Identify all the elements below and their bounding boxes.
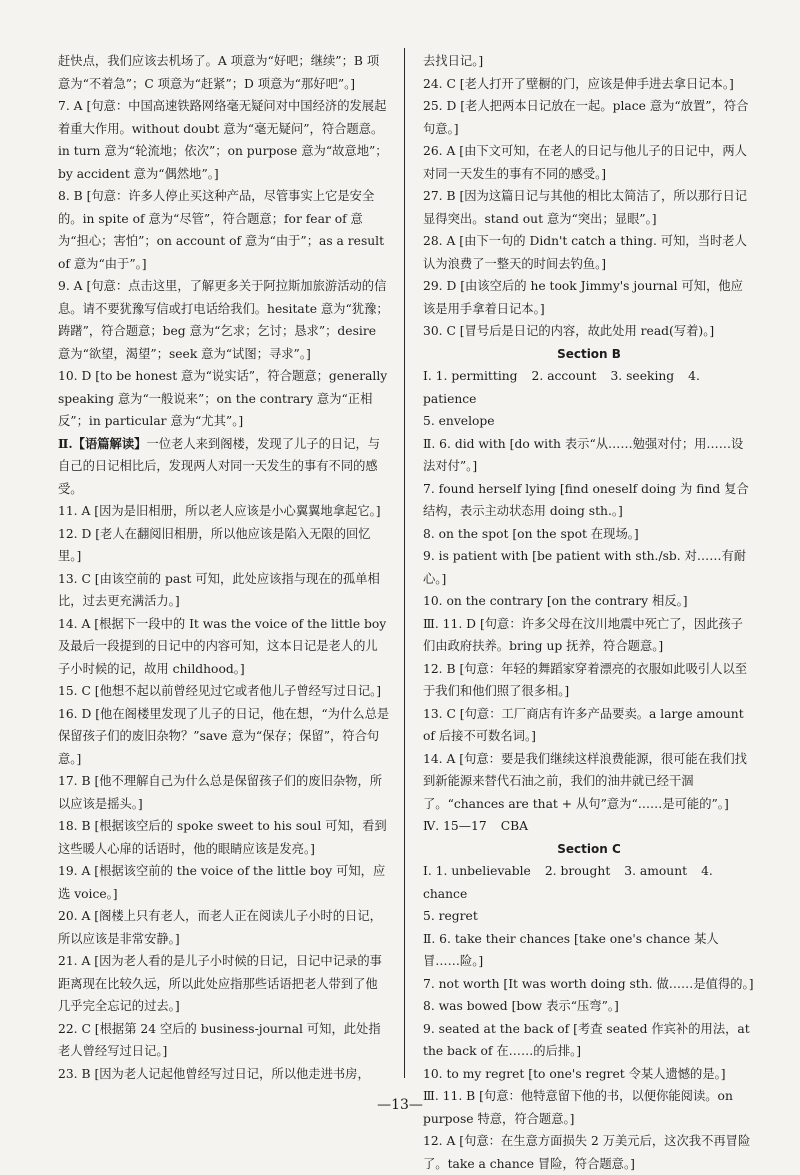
- column-divider: [404, 48, 406, 1078]
- answer-entry: [58, 1018, 390, 1063]
- answer-item: Ⅰ. 1. permitting: [423, 369, 518, 383]
- answer-row: [423, 365, 755, 410]
- explanation-text: [句意：许多人停止买这种产品，尽管事实上它是安全的。in spite of 意为“尽管”，符合题意；for fear of 意为“担心；害怕”；on account of 意为“由于”；as a result of 意为“由于”。]: [58, 189, 385, 271]
- explanation-text: [根据下一段中的 It was the voice of the little boy 及最后一段提到的日记中的内容可知，这本日记是老人的儿子小时候的记，故用 childhood。]: [58, 616, 387, 676]
- explanation-text: [冒号后是日记的内容，故此处用 read(写着)。]: [459, 324, 715, 338]
- answer-entry: [423, 1130, 755, 1175]
- explanation-text: [句意：要是我们继续这样浪费能源，很可能在我们找到新能源来替代石油之前，我们的油井就已经干涸了。“chances are that + 从句”意为“……是可能的”。]: [423, 751, 747, 811]
- question-number: 8. B: [58, 189, 83, 203]
- question-number: 7. not worth: [423, 976, 500, 991]
- explanation-text: [句意：在生意方面损失 2 万美元后，这次我不再冒险了。take a chance 冒险，符合题意。]: [423, 1134, 751, 1171]
- answer-entry: [423, 230, 755, 275]
- answer-entry: [423, 433, 755, 478]
- question-number: 30. C: [423, 324, 456, 338]
- answer-item: 2. brought: [544, 864, 611, 878]
- answer-entry: [423, 478, 755, 523]
- explanation-text: [bow 表示“压弯”。]: [511, 999, 619, 1013]
- section-heading: Section C: [557, 841, 621, 856]
- explanation-text: [It was worth doing sth. 做……是值得的。]: [503, 976, 754, 991]
- explanation-text: [find oneself doing 为 find 复合结构，表示主动状态用 doing sth.。]: [423, 481, 749, 518]
- explanation-text: [to one's regret 令某人遗憾的是。]: [528, 1066, 726, 1081]
- explanation-text: [他想不起以前曾经见过它或者他儿子曾经写过日记。]: [94, 684, 382, 698]
- explanation-text: [to be honest 意为“说实话”，符合题意；generally speaking 意为“一般说来”；on the contrary 意为“正相反”；in particular 意为“尤其”。]: [58, 369, 388, 428]
- question-number: 11. A: [58, 504, 91, 518]
- explanation-text: [由下文可知，在老人的日记与他儿子的日记中，两人对同一天发生的事有不同的感受。]: [423, 144, 747, 181]
- question-number: 13. C: [58, 571, 91, 586]
- answer-entry: [58, 905, 390, 950]
- explanation-text: [take one's chance 某人冒……险。]: [423, 931, 719, 968]
- question-number: 23. B: [58, 1066, 91, 1081]
- answer-row: [423, 410, 755, 433]
- question-number: 26. A: [423, 144, 456, 158]
- question-number: 19. A: [58, 864, 91, 878]
- question-number: 20. A: [58, 909, 91, 923]
- explanation-text: [句意：点击这里，了解更多关于阿拉斯加旅游活动的信息。请不要犹豫写信或打电话给我们。hesitate 意为“犹豫；踌躇”，符合题意；beg 意为“乞求；乞讨；恳求”；desire 意为“欲望，渴望”；seek 意为“试图；寻求”。]: [58, 279, 389, 361]
- answer-entry: [58, 523, 390, 568]
- answer-row: [423, 860, 755, 905]
- question-number: 21. A: [58, 954, 91, 968]
- explanation-text: [句意：他特意留下他的书，以便你能阅读。on purpose 特意，符合题意。]: [423, 1089, 733, 1126]
- left-column: [58, 50, 390, 1085]
- answer-entry: [423, 140, 755, 185]
- question-number: 7. A: [58, 99, 83, 113]
- question-number: 13. C: [423, 706, 456, 721]
- answer-entry: [58, 500, 390, 523]
- question-number: 22. C: [58, 1021, 91, 1036]
- passage-summary: [58, 433, 390, 501]
- question-number: 14. A: [58, 616, 91, 631]
- answer-entry: [423, 1018, 755, 1063]
- answer-entry: [58, 950, 390, 1018]
- answer-entry: [423, 185, 755, 230]
- answer-entry: [423, 523, 755, 546]
- explanation-text: [老人把两本日记放在一起。place 意为“放置”，符合句意。]: [423, 99, 749, 136]
- question-number: 14. A: [423, 751, 456, 766]
- answer-entry: [58, 680, 390, 703]
- answer-entry: [58, 860, 390, 905]
- explanation-text: [老人在翻阅旧相册，所以他应该是陷入无限的回忆里。]: [58, 526, 371, 563]
- explanation-text: [do with 表示“从……勉强对付；用……设法对付”。]: [423, 436, 744, 473]
- explanation-text: [由下一句的 Didn't catch a thing. 可知，当时老人认为浪费了一整天的时间去钓鱼。]: [423, 234, 747, 271]
- answer-row: [423, 815, 755, 838]
- explanation-text: 去找日记。]: [423, 54, 484, 68]
- explanation-text: [由该空前的 past 可知，此处应该指与现在的孤单相比，过去更充满活力。]: [58, 571, 380, 608]
- question-number: 12. A: [423, 1134, 456, 1148]
- answer-entry: [58, 613, 390, 681]
- answer-item: CBA: [500, 819, 529, 833]
- answer-entry: [423, 320, 755, 343]
- answer-item: 3. seeking: [610, 369, 675, 383]
- explanation-text: [阁楼上只有老人，而老人正在阅读儿子小时的日记，所以应该是非常安静。]: [58, 909, 382, 946]
- explanation-text: [因为老人记起他曾经写过日记，所以他走进书房，: [94, 1066, 370, 1081]
- section-heading: Section B: [557, 346, 621, 361]
- answer-entry: [423, 95, 755, 140]
- explanation-text: [他不理解自己为什么总是保留孩子们的废旧杂物，所以应该是摇头。]: [58, 774, 383, 811]
- answer-entry: [423, 590, 755, 613]
- question-number: Ⅱ. 6. did with: [423, 436, 506, 451]
- answer-item: 5. envelope: [423, 414, 495, 428]
- answer-entry: [58, 185, 390, 275]
- answer-item: 3. amount: [624, 864, 688, 878]
- explanation-text: [on the spot 在现场。]: [512, 526, 639, 541]
- question-number: 8. was bowed: [423, 999, 508, 1013]
- answer-entry: [423, 748, 755, 816]
- explanation-text: [on the contrary 相反。]: [546, 594, 688, 608]
- question-number: Ⅱ.【语篇解读】: [58, 435, 147, 451]
- explanation-text: [句意：许多父母在汶川地震中死亡了，因此孩子们由政府扶养。bring up 抚养，符合题意。]: [423, 616, 743, 653]
- answer-entry: [423, 973, 755, 996]
- explanation-text: [因为这篇日记与其他的相比太简洁了，所以那行日记显得突出。stand out 意为“突出；显眼”。]: [423, 189, 748, 226]
- answer-entry: [58, 275, 390, 365]
- question-number: 10. D: [58, 369, 92, 383]
- answer-entry: [58, 815, 390, 860]
- question-number: 9. A: [58, 279, 83, 293]
- answer-entry: [423, 995, 755, 1018]
- question-number: 18. B: [58, 819, 91, 833]
- explanation-text: [他在阁楼里发现了儿子的日记，他在想，“为什么总是保留孩子们的废旧杂物？”save 意为“保存；保留”，符合句意。]: [58, 706, 390, 766]
- explanation-text: [考查 seated 作宾补的用法，at the back of 在……的后排。]: [423, 1021, 750, 1058]
- answer-entry: [423, 50, 755, 73]
- question-number: 17. B: [58, 774, 91, 788]
- question-number: 28. A: [423, 234, 456, 248]
- answer-item: 4. chance: [423, 864, 713, 901]
- answer-entry: [58, 365, 390, 433]
- explanation-text: [根据该空后的 spoke sweet to his soul 可知，看到这些暖人心扉的话语时，他的眼睛应该是发亮。]: [58, 819, 387, 856]
- answer-entry: [58, 1063, 390, 1086]
- answer-item: 5. regret: [423, 909, 478, 923]
- question-number: 12. D: [58, 526, 92, 541]
- answer-entry: [423, 73, 755, 96]
- page-number: —13—: [377, 1097, 423, 1113]
- explanation-text: 赶快点，我们应该去机场了。A 项意为“好吧；继续”；B 项意为“不着急”；C 项意为“赶紧”；D 项意为“那好吧”。]: [58, 54, 380, 91]
- right-column: [423, 50, 755, 1175]
- question-number: 10. to my regret: [423, 1066, 525, 1081]
- answer-entry: [423, 1063, 755, 1086]
- question-number: 12. B: [423, 661, 456, 676]
- explanation-text: [根据该空前的 the voice of the little boy 可知，应选 voice。]: [58, 864, 386, 901]
- answer-entry: [423, 703, 755, 748]
- answer-entry: [423, 658, 755, 703]
- answer-entry: [423, 928, 755, 973]
- question-number: 10. on the contrary: [423, 594, 543, 608]
- explanation-text: [因为老人看的是儿子小时候的日记，日记中记录的事距离现在比较久远，所以此处应指那些话语把老人带到了他几乎完全忘记的过去。]: [58, 954, 382, 1013]
- explanation-text: [因为是旧相册，所以老人应该是小心翼翼地拿起它。]: [94, 504, 381, 518]
- answer-entry: [423, 545, 755, 590]
- answer-entry: [58, 95, 390, 185]
- question-number: 9. seated at the back of: [423, 1021, 570, 1036]
- question-number: 7. found herself lying: [423, 481, 556, 496]
- explanation-text: [由该空后的 he took Jimmy's journal 可知，他应该是用手拿着日记本。]: [423, 279, 743, 316]
- question-number: 8. on the spot: [423, 526, 509, 541]
- question-number: 15. C: [58, 684, 91, 698]
- explanation-text: [be patient with sth./sb. 对……有耐心。]: [423, 549, 747, 586]
- question-number: 27. B: [423, 189, 456, 203]
- explanation-text: [句意：工厂商店有许多产品要卖。a large amount of 后接不可数名词。]: [423, 706, 744, 743]
- explanation-text: 一位老人来到阁楼，发现了儿子的日记，与自己的日记相比后，发现两人对同一天发生的事有不同的感受。: [58, 436, 381, 496]
- answer-entry: [58, 770, 390, 815]
- question-number: Ⅲ. 11. D: [423, 616, 477, 631]
- explanation-text: [根据第 24 空后的 business-journal 可知，此处指老人曾经写过日记。]: [58, 1021, 381, 1058]
- explanation-text: [句意：年轻的舞蹈家穿着漂亮的衣服如此吸引人以至于我们和他们照了很多相。]: [423, 661, 748, 698]
- answer-item: Ⅳ. 15—17: [423, 819, 487, 833]
- explanation-text: [老人打开了壁橱的门，应该是伸手进去拿日记本。]: [459, 76, 734, 91]
- question-number: 29. D: [423, 279, 457, 293]
- question-number: 24. C: [423, 76, 456, 91]
- answer-item: Ⅰ. 1. unbelievable: [423, 864, 531, 878]
- answer-entry: [423, 613, 755, 658]
- question-number: Ⅱ. 6. take their chances: [423, 931, 571, 946]
- question-number: Ⅲ. 11. B: [423, 1089, 476, 1103]
- answer-item: 4. patience: [423, 369, 700, 406]
- answer-entry: [58, 568, 390, 613]
- answer-entry: [423, 275, 755, 320]
- question-number: 25. D: [423, 99, 457, 113]
- answer-entry: [58, 50, 390, 95]
- answer-entry: [58, 703, 390, 771]
- answer-row: [423, 905, 755, 928]
- question-number: 9. is patient with: [423, 549, 529, 563]
- explanation-text: [句意：中国高速铁路网络毫无疑问对中国经济的发展起着重大作用。without doubt 意为“毫无疑问”，符合题意。in turn 意为“轮流地；依次”；on purpose 意为“故意地”；by accident 意为“偶然地”。]: [58, 99, 388, 181]
- question-number: 16. D: [58, 706, 92, 721]
- answer-item: 2. account: [531, 369, 597, 383]
